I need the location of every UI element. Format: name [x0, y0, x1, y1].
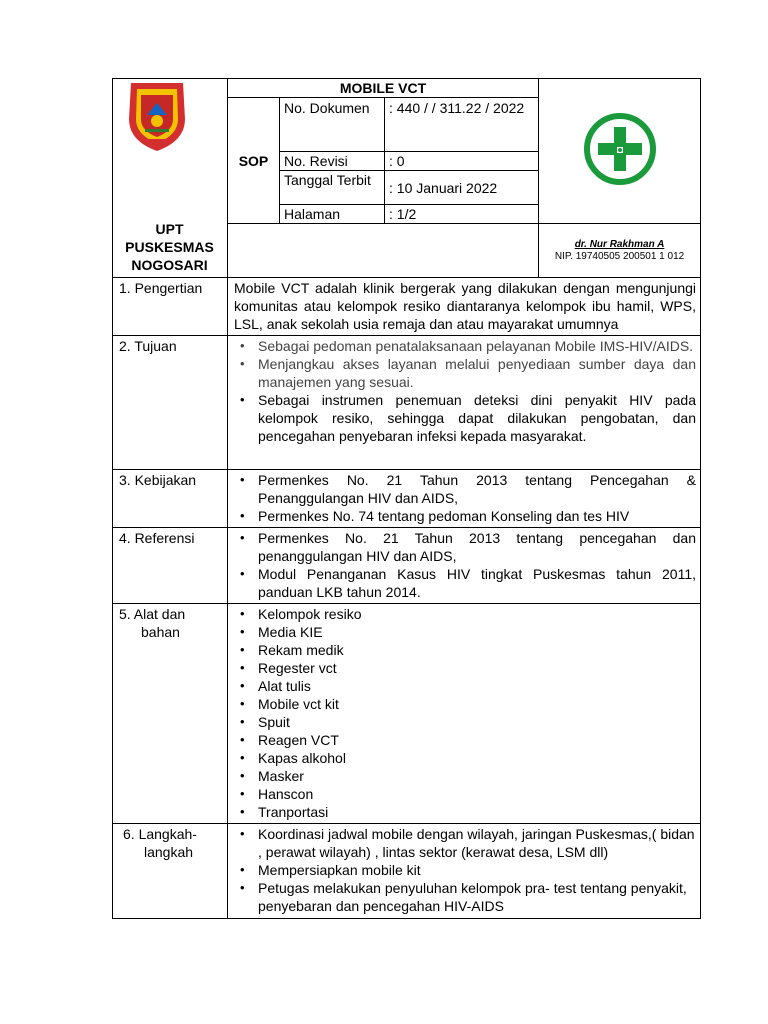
referensi-list-cell [228, 528, 701, 604]
list-item: • Tranportasi [234, 803, 696, 821]
list-item: • Sebagai instrumen penemuan deteksi dini penyakit HIV pada kelompok resiko, sehingga dapat dilakukan pengobatan, dan pencegahan penyebaran infeksi kepada masyarakat. [234, 391, 696, 445]
list-item: • Mobile vct kit [234, 695, 696, 713]
meta-label-dokumen: No. Dokumen [280, 98, 385, 152]
list-item: • Regester vct [234, 659, 696, 677]
meta-value-tanggal: : 10 Januari 2022 [385, 171, 539, 205]
list-item: • Permenkes No. 74 tentang pedoman Konseling dan tes HIV [234, 507, 696, 525]
org-line-1: UPT [155, 221, 184, 237]
list-item: • Permenkes No. 21 Tahun 2013 tentang pencegahan dan penanggulangan HIV dan AIDS, [234, 529, 696, 565]
pengertian-text: Mobile VCT adalah klinik bergerak yang dilakukan dengan mengunjungi komunitas atau kelompok resiko diantaranya kelompok ibu hamil, WPS, LSL, anak sekolah usia remaja dan atau mayarakat umumnya [228, 278, 701, 336]
list-item: • Media KIE [234, 623, 696, 641]
list-item: • Hanscon [234, 785, 696, 803]
langkah-list [234, 825, 696, 915]
list-item: • Rekam medik [234, 641, 696, 659]
sop-body-table [112, 277, 701, 919]
document-title: MOBILE VCT [228, 79, 539, 98]
sop-document [112, 78, 700, 919]
tujuan-list-cell [228, 336, 701, 470]
meta-value-dokumen: : 440 / / 311.22 / 2022 [385, 98, 539, 152]
kebijakan-list [234, 471, 696, 525]
sop-label: SOP [228, 98, 280, 224]
section-label-alat [113, 604, 228, 824]
meta-value-revisi: : 0 [385, 152, 539, 171]
meta-value-halaman: : 1/2 [385, 205, 539, 224]
meta-label-revisi: No. Revisi [280, 152, 385, 171]
alat-list [234, 605, 696, 821]
langkah-label-line-1: 6. Langkah- [123, 826, 197, 842]
list-item: • Kelompok resiko [234, 605, 696, 623]
regency-emblem-icon [113, 79, 228, 159]
alat-label-line-1: 5. Alat dan [119, 606, 186, 622]
signature-block [539, 224, 701, 278]
alat-list-cell [228, 604, 701, 824]
org-name [112, 218, 227, 274]
org-line-3: NOGOSARI [131, 257, 208, 273]
alat-label-line-2: bahan [141, 624, 180, 640]
list-item: • Menjangkau akses layanan melalui penyediaan sumber daya dan manajemen yang sesuai. [234, 355, 696, 391]
signer-nip: NIP. 19740505 200501 1 012 [554, 250, 685, 262]
meta-label-tanggal: Tanggal Terbit [280, 171, 385, 205]
list-item: • Sebagai pedoman penatalaksanaan pelayanan Mobile IMS-HIV/AIDS. [234, 337, 696, 355]
blank-cell [228, 224, 539, 278]
section-label-tujuan: 2. Tujuan [113, 336, 228, 470]
section-label-pengertian: 1. Pengertian [113, 278, 228, 336]
langkah-list-cell [228, 824, 701, 919]
referensi-list [234, 529, 696, 601]
list-item: • Kapas alkohol [234, 749, 696, 767]
list-item: • Modul Penanganan Kasus HIV tingkat Puskesmas tahun 2011, panduan LKB tahun 2014. [234, 565, 696, 601]
list-item: • Reagen VCT [234, 731, 696, 749]
section-label-referensi: 4. Referensi [113, 528, 228, 604]
meta-label-halaman: Halaman [280, 205, 385, 224]
kebijakan-list-cell [228, 470, 701, 528]
section-label-kebijakan: 3. Kebijakan [113, 470, 228, 528]
list-item: • Koordinasi jadwal mobile dengan wilayah, jaringan Puskesmas,( bidan , perawat wilayah) , lintas sektor (kerawat desa, LSM dll) [234, 825, 696, 861]
list-item: • Mempersiapkan mobile kit [234, 861, 696, 879]
langkah-label-line-2: langkah [144, 844, 194, 860]
list-item: • Permenkes No. 21 Tahun 2013 tentang Pencegahan & Penanggulangan HIV dan AIDS, [234, 471, 696, 507]
tujuan-list [234, 337, 696, 445]
list-item: • Alat tulis [234, 677, 696, 695]
org-line-2: PUSKESMAS [125, 239, 214, 255]
puskesmas-logo-icon [580, 109, 660, 189]
list-item: • Masker [234, 767, 696, 785]
list-item: • Spuit [234, 713, 696, 731]
section-label-langkah [113, 824, 228, 919]
list-item: • Petugas melakukan penyuluhan kelompok pra- test tentang penyakit, penyebaran dan pencegahan HIV-AIDS [234, 879, 696, 915]
kemkes-logo-cell [539, 79, 701, 224]
signer-name: dr. Nur Rakhman A [574, 238, 665, 250]
